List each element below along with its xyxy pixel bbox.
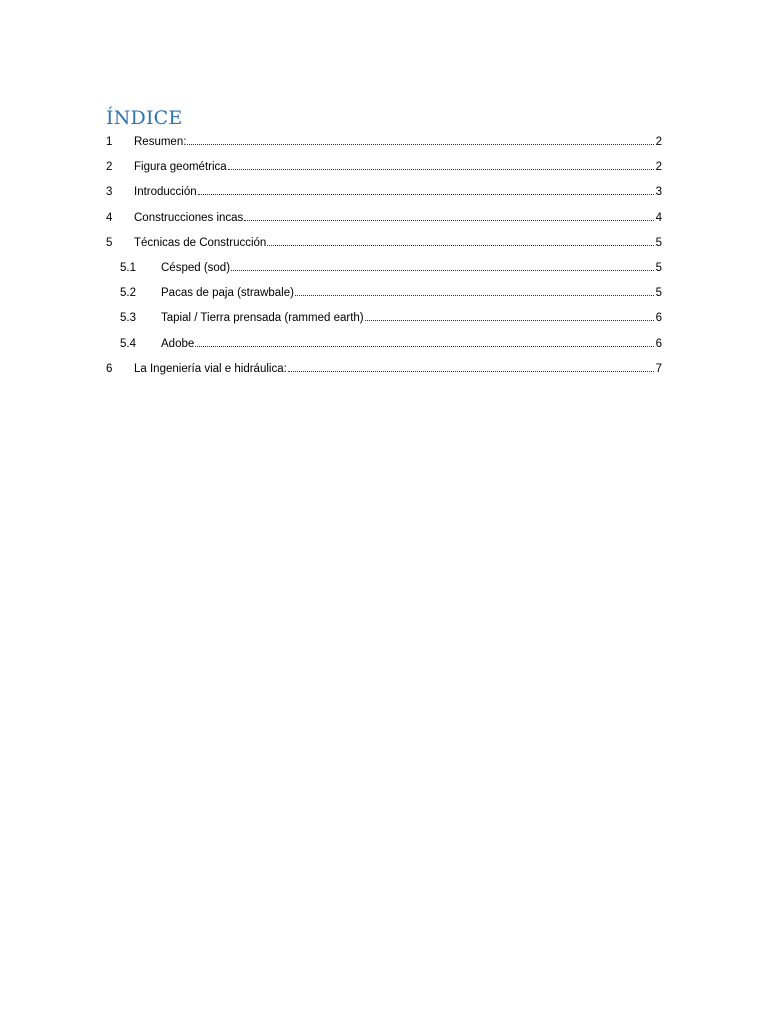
toc-entry-title: Introducción — [134, 186, 197, 199]
toc-entry[interactable] — [106, 206, 662, 231]
toc-entry-number: 6 — [106, 362, 113, 375]
toc-entry-title: Figura geométrica — [134, 161, 227, 174]
toc-subentry[interactable] — [106, 281, 662, 306]
toc-entry-page: 7 — [655, 362, 662, 375]
table-of-contents — [106, 130, 662, 382]
toc-entry-page: 5 — [655, 261, 662, 274]
toc-subentry[interactable] — [106, 256, 662, 281]
toc-leader-dots — [228, 160, 654, 170]
toc-leader-dots — [288, 362, 654, 372]
toc-subentry[interactable] — [106, 306, 662, 331]
toc-leader-dots — [195, 337, 654, 347]
toc-entry-title: Pacas de paja (strawbale) — [161, 287, 294, 300]
toc-entry[interactable] — [106, 130, 662, 155]
toc-heading: ÍNDICE — [106, 107, 183, 129]
toc-entry-number: 4 — [106, 211, 113, 224]
toc-entry-title: Técnicas de Construcción — [134, 236, 267, 249]
toc-leader-dots — [267, 236, 654, 246]
toc-entry-title: Adobe — [161, 337, 195, 350]
toc-entry-page: 6 — [655, 337, 662, 350]
toc-entry-page: 3 — [655, 186, 662, 199]
toc-entry-page: 4 — [655, 211, 662, 224]
toc-entry-number: 5.2 — [120, 287, 136, 300]
toc-subentry[interactable] — [106, 332, 662, 357]
toc-leader-dots — [187, 135, 654, 145]
toc-entry[interactable] — [106, 180, 662, 205]
toc-entry[interactable] — [106, 155, 662, 180]
toc-entry-page: 5 — [655, 287, 662, 300]
toc-leader-dots — [365, 311, 654, 321]
toc-leader-dots — [244, 211, 654, 221]
toc-entry-number: 1 — [106, 136, 113, 148]
toc-leader-dots — [198, 185, 654, 195]
toc-entry-title: Resumen: — [134, 136, 187, 148]
toc-entry-number: 5.1 — [120, 261, 136, 274]
toc-entry-number: 2 — [106, 161, 113, 174]
toc-entry-page: 5 — [655, 236, 662, 249]
toc-entry-number: 5.3 — [120, 312, 136, 325]
toc-entry-title: Césped (sod) — [161, 261, 231, 274]
toc-entry-title: La Ingeniería vial e hidráulica: — [134, 362, 287, 375]
toc-leader-dots — [231, 261, 654, 271]
toc-entry[interactable] — [106, 357, 662, 382]
toc-entry[interactable] — [106, 231, 662, 256]
toc-entry-page: 6 — [655, 312, 662, 325]
toc-entry-title: Tapial / Tierra prensada (rammed earth) — [161, 312, 364, 325]
toc-entry-page: 2 — [655, 161, 662, 174]
toc-entry-page: 2 — [655, 136, 662, 148]
toc-entry-title: Construcciones incas — [134, 211, 244, 224]
toc-leader-dots — [295, 286, 654, 296]
toc-entry-number: 5 — [106, 236, 113, 249]
toc-entry-number: 5.4 — [120, 337, 136, 350]
toc-entry-number: 3 — [106, 186, 113, 199]
